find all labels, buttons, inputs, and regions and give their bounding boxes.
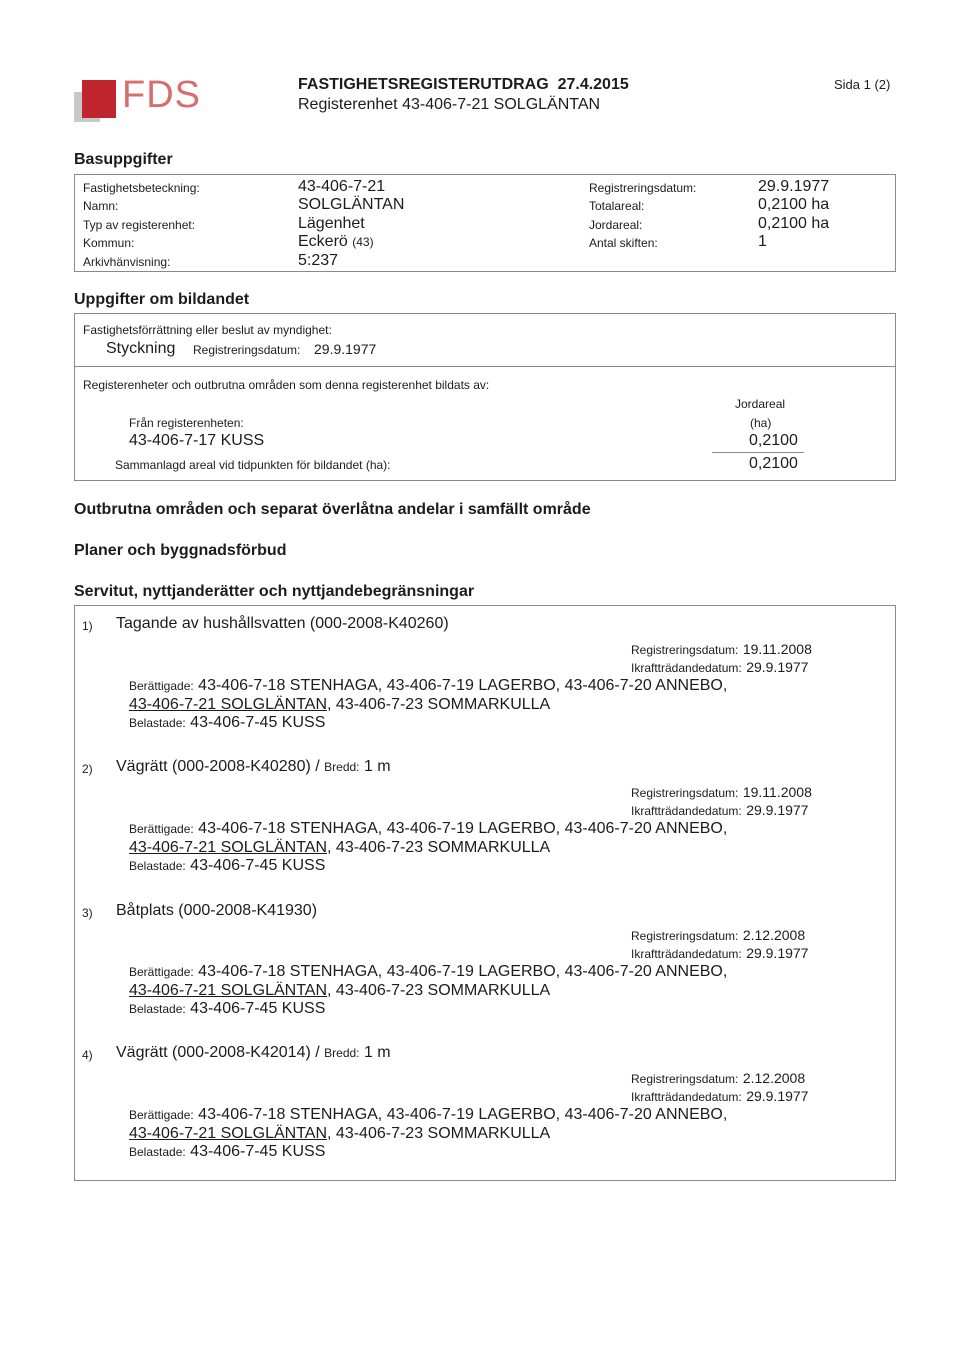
value-jordareal: 0,2100 ha (758, 215, 830, 232)
item-title-text: Vägrätt (000-2008-K42014) / (116, 1044, 325, 1061)
item-number: 1) (82, 619, 93, 633)
item-number: 4) (82, 1048, 93, 1062)
document-title: FASTIGHETSREGISTERUTDRAG 27.4.2015 (298, 76, 629, 93)
item-regdatum (631, 784, 812, 802)
fds-logo (74, 74, 201, 128)
item-bredd-label: Bredd: (324, 1046, 360, 1060)
berattigade-label: Berättigade: (129, 679, 194, 693)
item-regdatum (631, 1070, 805, 1088)
page-number: Sida 1 (2) (834, 77, 891, 92)
label-totalareal: Totalareal: (589, 199, 645, 213)
belastade-label: Belastade: (129, 716, 186, 730)
item-berattigade-line2 (129, 1125, 550, 1143)
sum-rule (712, 452, 804, 453)
value-kommun (298, 233, 374, 251)
document-subtitle: Registerenhet 43-406-7-21 SOLGLÄNTAN (298, 96, 601, 113)
item-bredd-value: 1 m (363, 758, 391, 775)
ikraft-value: 29.9.1977 (746, 1088, 809, 1104)
bildandet-regdatum-value: 29.9.1977 (314, 341, 377, 357)
label-antal-skiften: Antal skiften: (589, 236, 658, 250)
ikraft-label: Ikraftträdandedatum: (631, 661, 742, 675)
label-fastighetsbeteckning: Fastighetsbeteckning: (83, 181, 200, 195)
berattigade-own-unit: 43-406-7-21 SOLGLÄNTAN, (129, 1125, 332, 1142)
logo-text: FDS (122, 74, 201, 116)
belastade-value: 43-406-7-45 KUSS (190, 857, 326, 874)
item-belastade (129, 714, 325, 732)
regdatum-label: Registreringsdatum: (631, 1072, 739, 1086)
kommun-code: (43) (352, 235, 374, 249)
ikraft-value: 29.9.1977 (746, 802, 809, 818)
item-regdatum (631, 927, 805, 945)
berattigade-line1: 43-406-7-18 STENHAGA, 43-406-7-19 LAGERBO, 43-406-7-20 ANNEBO, (198, 677, 728, 694)
from-value: 43-406-7-17 KUSS (129, 432, 265, 449)
kommun-name: Eckerö (298, 233, 348, 250)
berattigade-line1: 43-406-7-18 STENHAGA, 43-406-7-19 LAGERBO, 43-406-7-20 ANNEBO, (198, 820, 728, 837)
value-fastighetsbeteckning: 43-406-7-21 (298, 178, 386, 195)
outbrutna-heading: Outbrutna områden och separat överlåtna andelar i samfällt område (74, 501, 591, 518)
belastade-value: 43-406-7-45 KUSS (190, 714, 326, 731)
belastade-label: Belastade: (129, 859, 186, 873)
value-namn: SOLGLÄNTAN (298, 196, 405, 213)
forrattning-label: Fastighetsförrättning eller beslut av myndighet: (83, 323, 332, 337)
item-belastade (129, 857, 325, 875)
bildandet-intro: Registerenheter och outbrutna områden som denna registerenhet bildats av: (83, 378, 490, 392)
ikraft-label: Ikraftträdandedatum: (631, 1090, 742, 1104)
regdatum-value: 19.11.2008 (742, 784, 812, 800)
item-title-text: Vägrätt (000-2008-K40280) / (116, 758, 325, 775)
berattigade-line2-rest: 43-406-7-23 SOMMARKULLA (331, 1125, 551, 1142)
logo-red-block (82, 80, 116, 118)
regdatum-label: Registreringsdatum: (631, 929, 739, 943)
basuppgifter-heading: Basuppgifter (74, 151, 173, 168)
item-berattigade (129, 677, 727, 695)
berattigade-line2-rest: 43-406-7-23 SOMMARKULLA (331, 696, 551, 713)
item-title-text: Båtplats (000-2008-K41930) (116, 902, 318, 919)
berattigade-own-unit: 43-406-7-21 SOLGLÄNTAN, (129, 839, 332, 856)
label-jordareal: Jordareal: (589, 218, 643, 232)
berattigade-label: Berättigade: (129, 822, 194, 836)
value-antal-skiften: 1 (758, 233, 767, 250)
berattigade-label: Berättigade: (129, 965, 194, 979)
item-title (116, 1044, 391, 1062)
from-area: 0,2100 (749, 432, 798, 449)
label-registreringsdatum: Registreringsdatum: (589, 181, 697, 195)
item-title (116, 902, 317, 920)
item-berattigade (129, 963, 727, 981)
ikraft-label: Ikraftträdandedatum: (631, 804, 742, 818)
sum-value: 0,2100 (749, 455, 798, 472)
item-belastade (129, 1143, 325, 1161)
jordareal-unit-header: (ha) (750, 416, 772, 430)
item-berattigade-line2 (129, 839, 550, 857)
servitut-heading: Servitut, nyttjanderätter och nyttjandebegränsningar (74, 583, 475, 600)
item-berattigade (129, 1106, 727, 1124)
belastade-value: 43-406-7-45 KUSS (190, 1143, 326, 1160)
planer-heading: Planer och byggnadsförbud (74, 542, 287, 559)
item-berattigade-line2 (129, 982, 550, 1000)
label-namn: Namn: (83, 199, 119, 213)
belastade-label: Belastade: (129, 1145, 186, 1159)
label-kommun: Kommun: (83, 236, 135, 250)
berattigade-line2-rest: 43-406-7-23 SOMMARKULLA (331, 839, 551, 856)
berattigade-own-unit: 43-406-7-21 SOLGLÄNTAN, (129, 982, 332, 999)
item-number: 2) (82, 762, 93, 776)
item-number: 3) (82, 906, 93, 920)
item-bredd-value: 1 m (363, 1044, 391, 1061)
belastade-value: 43-406-7-45 KUSS (190, 1000, 326, 1017)
regdatum-label: Registreringsdatum: (631, 786, 739, 800)
berattigade-label: Berättigade: (129, 1108, 194, 1122)
item-berattigade (129, 820, 727, 838)
berattigade-own-unit: 43-406-7-21 SOLGLÄNTAN, (129, 696, 332, 713)
ikraft-value: 29.9.1977 (746, 659, 809, 675)
forrattning-value: Styckning (106, 340, 176, 357)
berattigade-line1: 43-406-7-18 STENHAGA, 43-406-7-19 LAGERBO, 43-406-7-20 ANNEBO, (198, 963, 728, 980)
belastade-label: Belastade: (129, 1002, 186, 1016)
label-typ: Typ av registerenhet: (83, 218, 196, 232)
item-belastade (129, 1000, 325, 1018)
bildandet-regdatum-label: Registreringsdatum: (193, 343, 301, 357)
item-bredd-label: Bredd: (324, 760, 360, 774)
value-registreringsdatum: 29.9.1977 (758, 178, 830, 195)
regdatum-value: 2.12.2008 (742, 927, 806, 943)
item-title (116, 758, 391, 776)
regdatum-label: Registreringsdatum: (631, 643, 739, 657)
label-arkivhanvisning: Arkivhänvisning: (83, 255, 171, 269)
item-regdatum (631, 641, 812, 659)
ikraft-label: Ikraftträdandedatum: (631, 947, 742, 961)
from-label: Från registerenheten: (129, 416, 244, 430)
berattigade-line2-rest: 43-406-7-23 SOMMARKULLA (331, 982, 551, 999)
sum-label: Sammanlagd areal vid tidpunkten för bildandet (ha): (115, 458, 391, 472)
value-arkivhanvisning: 5:237 (298, 252, 339, 269)
regdatum-value: 2.12.2008 (742, 1070, 806, 1086)
item-title (116, 615, 449, 633)
jordareal-column-header: Jordareal (735, 397, 786, 411)
bildandet-heading: Uppgifter om bildandet (74, 291, 250, 308)
ikraft-value: 29.9.1977 (746, 945, 809, 961)
value-totalareal: 0,2100 ha (758, 196, 830, 213)
item-ikraft (631, 945, 808, 963)
item-ikraft (631, 802, 808, 820)
item-berattigade-line2 (129, 696, 550, 714)
berattigade-line1: 43-406-7-18 STENHAGA, 43-406-7-19 LAGERBO, 43-406-7-20 ANNEBO, (198, 1106, 728, 1123)
bildandet-divider (74, 366, 896, 367)
item-ikraft (631, 659, 808, 677)
regdatum-value: 19.11.2008 (742, 641, 812, 657)
item-ikraft (631, 1088, 808, 1106)
item-title-text: Tagande av hushållsvatten (000-2008-K40260) (116, 615, 449, 632)
value-typ: Lägenhet (298, 215, 365, 232)
